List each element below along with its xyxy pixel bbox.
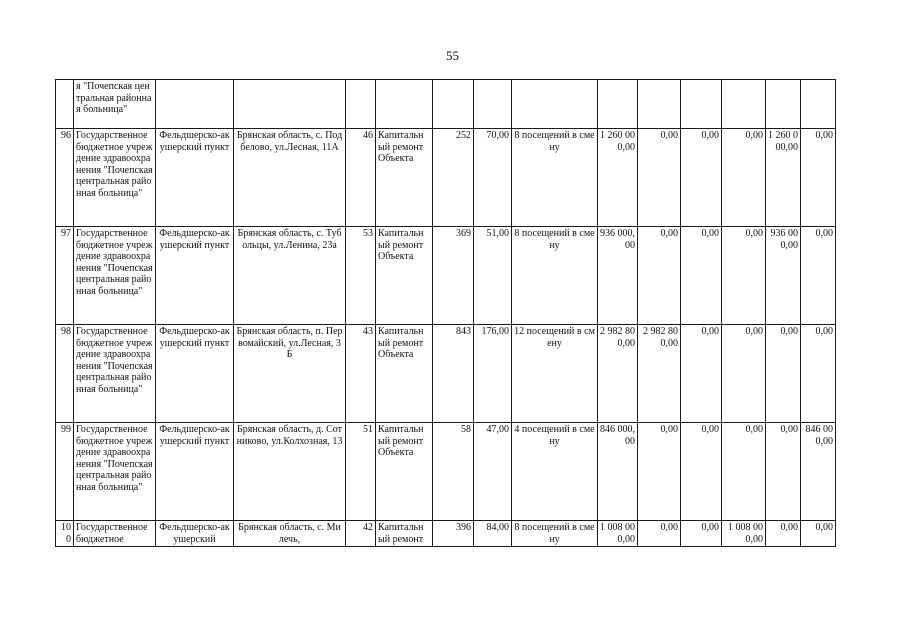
capacity-cell: 8 посещений в смену	[512, 129, 598, 227]
table-row	[56, 521, 836, 547]
value-cell: 47,00	[474, 423, 512, 521]
work-type-cell: Капитальный ремонт Объекта	[376, 129, 433, 227]
capacity-cell: 4 посещений в смену	[512, 423, 598, 521]
number-cell: 53	[346, 227, 376, 325]
table-row	[56, 129, 836, 227]
amount-cell: 0,00	[722, 325, 766, 423]
facility-type-cell: Фельдшерско-акушерский пункт	[156, 227, 234, 325]
facility-type-cell: Фельдшерско-акушерский пункт	[156, 423, 234, 521]
table-row	[56, 227, 836, 325]
amount-cell: 0,00	[638, 423, 681, 521]
number-cell: 51	[346, 423, 376, 521]
area-cell: 58	[433, 423, 474, 521]
amount-cell: 1 260 000,00	[598, 129, 638, 227]
address-cell: Брянская область, с. Подбелово, ул.Лесная, 11А	[234, 129, 346, 227]
org-cell: Государственное бюджетное учреждение здравоохранения "Почепская центральная районная больница"	[74, 423, 156, 521]
facility-type-cell: Фельдшерско-акушерский пункт	[156, 129, 234, 227]
capacity-cell: 8 посещений в смену	[512, 521, 598, 547]
area-cell: 369	[433, 227, 474, 325]
row-number: 99	[56, 423, 74, 521]
page-number: 55	[446, 48, 459, 63]
amount-cell: 936 000,00	[766, 227, 801, 325]
amount-cell: 0,00	[801, 325, 836, 423]
amount-cell: 0,00	[681, 521, 722, 547]
table-row	[56, 423, 836, 521]
amount-cell: 0,00	[638, 227, 681, 325]
address-cell: Брянская область, с. Тубольцы, ул.Ленина, 23а	[234, 227, 346, 325]
row-number: 97	[56, 227, 74, 325]
capacity-cell: 12 посещений в смену	[512, 325, 598, 423]
org-cell: Государственное бюджетное	[74, 521, 156, 547]
row-number: 98	[56, 325, 74, 423]
facility-type-cell: Фельдшерско-акушерский	[156, 521, 234, 547]
amount-cell: 0,00	[681, 129, 722, 227]
table-row	[56, 325, 836, 423]
area-cell: 252	[433, 129, 474, 227]
amount-cell: 0,00	[766, 521, 801, 547]
org-cell: Государственное бюджетное учреждение здравоохранения "Почепская центральная районная больница"	[74, 325, 156, 423]
area-cell: 843	[433, 325, 474, 423]
amount-cell: 0,00	[766, 423, 801, 521]
amount-cell: 936 000,00	[598, 227, 638, 325]
area-cell: 396	[433, 521, 474, 547]
amount-cell: 1 008 000,00	[722, 521, 766, 547]
amount-cell: 0,00	[681, 227, 722, 325]
address-cell: Брянская область, п. Первомайский, ул.Лесная, 3Б	[234, 325, 346, 423]
amount-cell: 0,00	[681, 423, 722, 521]
work-type-cell: Капитальный ремонт	[376, 521, 433, 547]
org-cell: Государственное бюджетное учреждение здравоохранения "Почепская центральная районная больница"	[74, 227, 156, 325]
row-number: 100	[56, 521, 74, 547]
amount-cell: 2 982 800,00	[598, 325, 638, 423]
work-type-cell: Капитальный ремонт Объекта	[376, 325, 433, 423]
value-cell: 84,00	[474, 521, 512, 547]
amount-cell: 0,00	[681, 325, 722, 423]
work-type-cell: Капитальный ремонт Объекта	[376, 423, 433, 521]
amount-cell: 0,00	[722, 227, 766, 325]
facilities-table	[55, 79, 836, 547]
amount-cell: 0,00	[801, 129, 836, 227]
amount-cell: 0,00	[638, 521, 681, 547]
number-cell: 42	[346, 521, 376, 547]
amount-cell: 2 982 800,00	[638, 325, 681, 423]
facility-type-cell: Фельдшерско-акушерский пункт	[156, 325, 234, 423]
value-cell: 51,00	[474, 227, 512, 325]
org-cell: я "Почепская центральная районная больница"	[74, 80, 156, 129]
amount-cell: 0,00	[722, 129, 766, 227]
amount-cell: 0,00	[801, 227, 836, 325]
row-number: 96	[56, 129, 74, 227]
amount-cell: 846 000,00	[801, 423, 836, 521]
address-cell: Брянская область, д. Сотниково, ул.Колхозная, 13	[234, 423, 346, 521]
org-cell: Государственное бюджетное учреждение здравоохранения "Почепская центральная районная больница"	[74, 129, 156, 227]
amount-cell: 0,00	[801, 521, 836, 547]
table-row-continued	[56, 80, 836, 129]
number-cell: 46	[346, 129, 376, 227]
value-cell: 176,00	[474, 325, 512, 423]
address-cell: Брянская область, с. Милечь,	[234, 521, 346, 547]
amount-cell: 0,00	[638, 129, 681, 227]
amount-cell: 1 008 000,00	[598, 521, 638, 547]
work-type-cell: Капитальный ремонт Объекта	[376, 227, 433, 325]
amount-cell: 846 000,00	[598, 423, 638, 521]
value-cell: 70,00	[474, 129, 512, 227]
amount-cell: 0,00	[766, 325, 801, 423]
amount-cell: 1 260 000,00	[766, 129, 801, 227]
number-cell: 43	[346, 325, 376, 423]
amount-cell: 0,00	[722, 423, 766, 521]
capacity-cell: 8 посещений в смену	[512, 227, 598, 325]
